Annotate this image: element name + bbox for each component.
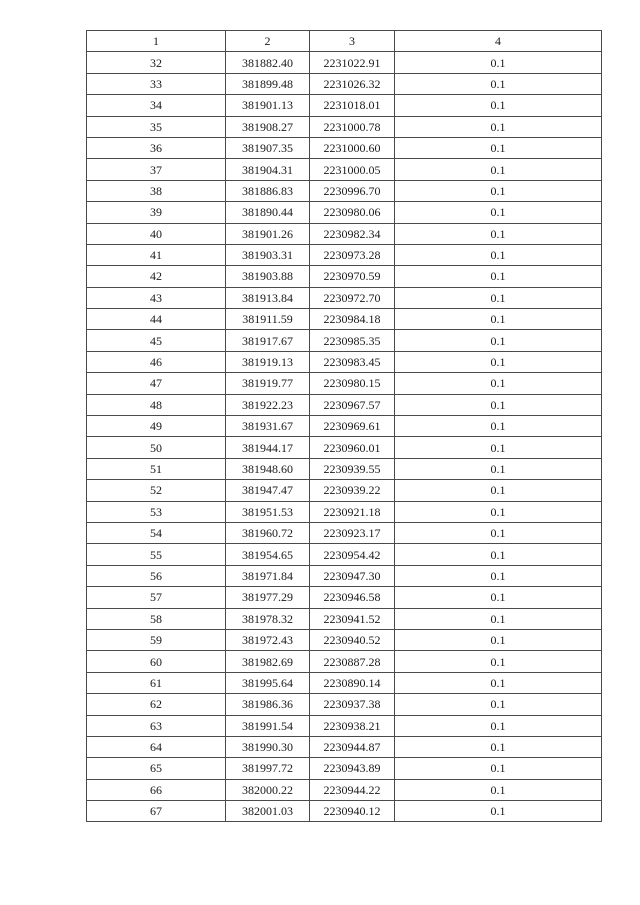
table-row — [87, 159, 602, 180]
point-number-cell: 60 — [87, 651, 226, 672]
y-coordinate-cell: 2230939.22 — [310, 480, 395, 501]
point-number-cell: 42 — [87, 266, 226, 287]
point-number-cell: 43 — [87, 287, 226, 308]
x-coordinate-cell: 381917.67 — [226, 330, 310, 351]
x-coordinate-cell: 381947.47 — [226, 480, 310, 501]
value-cell: 0.1 — [395, 458, 602, 479]
x-coordinate-cell: 381954.65 — [226, 544, 310, 565]
value-cell: 0.1 — [395, 416, 602, 437]
x-coordinate-cell: 381908.27 — [226, 116, 310, 137]
y-coordinate-cell: 2230973.28 — [310, 244, 395, 265]
point-number-cell: 55 — [87, 544, 226, 565]
y-coordinate-cell: 2230982.34 — [310, 223, 395, 244]
point-number-cell: 50 — [87, 437, 226, 458]
value-cell: 0.1 — [395, 672, 602, 693]
x-coordinate-cell: 381951.53 — [226, 501, 310, 522]
value-cell: 0.1 — [395, 501, 602, 522]
column-header-1: 1 — [87, 31, 226, 52]
point-number-cell: 65 — [87, 758, 226, 779]
x-coordinate-cell: 381990.30 — [226, 736, 310, 757]
table-row — [87, 544, 602, 565]
x-coordinate-cell: 381995.64 — [226, 672, 310, 693]
table-row — [87, 202, 602, 223]
y-coordinate-cell: 2231026.32 — [310, 73, 395, 94]
x-coordinate-cell: 381997.72 — [226, 758, 310, 779]
table-row — [87, 694, 602, 715]
value-cell: 0.1 — [395, 244, 602, 265]
table-row — [87, 394, 602, 415]
x-coordinate-cell: 381882.40 — [226, 52, 310, 73]
x-coordinate-cell: 382001.03 — [226, 801, 310, 822]
x-coordinate-cell: 381931.67 — [226, 416, 310, 437]
point-number-cell: 35 — [87, 116, 226, 137]
point-number-cell: 45 — [87, 330, 226, 351]
table-row — [87, 244, 602, 265]
value-cell: 0.1 — [395, 73, 602, 94]
value-cell: 0.1 — [395, 629, 602, 650]
table-row — [87, 801, 602, 822]
value-cell: 0.1 — [395, 351, 602, 372]
x-coordinate-cell: 382000.22 — [226, 779, 310, 800]
y-coordinate-cell: 2231018.01 — [310, 95, 395, 116]
point-number-cell: 66 — [87, 779, 226, 800]
y-coordinate-cell: 2230947.30 — [310, 565, 395, 586]
point-number-cell: 63 — [87, 715, 226, 736]
y-coordinate-cell: 2230939.55 — [310, 458, 395, 479]
point-number-cell: 61 — [87, 672, 226, 693]
value-cell: 0.1 — [395, 116, 602, 137]
point-number-cell: 49 — [87, 416, 226, 437]
point-number-cell: 32 — [87, 52, 226, 73]
point-number-cell: 34 — [87, 95, 226, 116]
y-coordinate-cell: 2230972.70 — [310, 287, 395, 308]
value-cell: 0.1 — [395, 736, 602, 757]
table-row — [87, 373, 602, 394]
x-coordinate-cell: 381944.17 — [226, 437, 310, 458]
x-coordinate-cell: 381904.31 — [226, 159, 310, 180]
value-cell: 0.1 — [395, 522, 602, 543]
value-cell: 0.1 — [395, 266, 602, 287]
point-number-cell: 36 — [87, 137, 226, 158]
point-number-cell: 62 — [87, 694, 226, 715]
table-row — [87, 501, 602, 522]
table-row — [87, 651, 602, 672]
value-cell: 0.1 — [395, 651, 602, 672]
table-row — [87, 587, 602, 608]
y-coordinate-cell: 2231000.05 — [310, 159, 395, 180]
point-number-cell: 39 — [87, 202, 226, 223]
value-cell: 0.1 — [395, 223, 602, 244]
table-row — [87, 73, 602, 94]
value-cell: 0.1 — [395, 394, 602, 415]
column-header-2: 2 — [226, 31, 310, 52]
column-header-4: 4 — [395, 31, 602, 52]
point-number-cell: 67 — [87, 801, 226, 822]
table-row — [87, 180, 602, 201]
point-number-cell: 48 — [87, 394, 226, 415]
point-number-cell: 54 — [87, 522, 226, 543]
point-number-cell: 38 — [87, 180, 226, 201]
x-coordinate-cell: 381986.36 — [226, 694, 310, 715]
y-coordinate-cell: 2230980.15 — [310, 373, 395, 394]
y-coordinate-cell: 2230967.57 — [310, 394, 395, 415]
column-header-3: 3 — [310, 31, 395, 52]
point-number-cell: 33 — [87, 73, 226, 94]
y-coordinate-cell: 2231000.60 — [310, 137, 395, 158]
value-cell: 0.1 — [395, 779, 602, 800]
x-coordinate-cell: 381903.31 — [226, 244, 310, 265]
x-coordinate-cell: 381911.59 — [226, 309, 310, 330]
value-cell: 0.1 — [395, 801, 602, 822]
table-row — [87, 672, 602, 693]
table-row — [87, 330, 602, 351]
x-coordinate-cell: 381903.88 — [226, 266, 310, 287]
y-coordinate-cell: 2230943.89 — [310, 758, 395, 779]
value-cell: 0.1 — [395, 437, 602, 458]
coordinates-table — [86, 30, 602, 822]
value-cell: 0.1 — [395, 608, 602, 629]
table-row — [87, 309, 602, 330]
y-coordinate-cell: 2230984.18 — [310, 309, 395, 330]
value-cell: 0.1 — [395, 95, 602, 116]
y-coordinate-cell: 2230923.17 — [310, 522, 395, 543]
y-coordinate-cell: 2230940.12 — [310, 801, 395, 822]
x-coordinate-cell: 381977.29 — [226, 587, 310, 608]
point-number-cell: 37 — [87, 159, 226, 180]
table-row — [87, 629, 602, 650]
x-coordinate-cell: 381919.13 — [226, 351, 310, 372]
point-number-cell: 52 — [87, 480, 226, 501]
point-number-cell: 56 — [87, 565, 226, 586]
point-number-cell: 64 — [87, 736, 226, 757]
x-coordinate-cell: 381899.48 — [226, 73, 310, 94]
point-number-cell: 41 — [87, 244, 226, 265]
value-cell: 0.1 — [395, 587, 602, 608]
y-coordinate-cell: 2230938.21 — [310, 715, 395, 736]
y-coordinate-cell: 2230960.01 — [310, 437, 395, 458]
x-coordinate-cell: 381919.77 — [226, 373, 310, 394]
table-header — [87, 31, 602, 52]
value-cell: 0.1 — [395, 309, 602, 330]
value-cell: 0.1 — [395, 137, 602, 158]
x-coordinate-cell: 381907.35 — [226, 137, 310, 158]
x-coordinate-cell: 381948.60 — [226, 458, 310, 479]
value-cell: 0.1 — [395, 565, 602, 586]
x-coordinate-cell: 381960.72 — [226, 522, 310, 543]
header-row — [87, 31, 602, 52]
y-coordinate-cell: 2230890.14 — [310, 672, 395, 693]
table-row — [87, 480, 602, 501]
y-coordinate-cell: 2230944.87 — [310, 736, 395, 757]
table-row — [87, 287, 602, 308]
table-row — [87, 95, 602, 116]
y-coordinate-cell: 2230970.59 — [310, 266, 395, 287]
x-coordinate-cell: 381901.13 — [226, 95, 310, 116]
point-number-cell: 59 — [87, 629, 226, 650]
x-coordinate-cell: 381978.32 — [226, 608, 310, 629]
table-row — [87, 416, 602, 437]
value-cell: 0.1 — [395, 715, 602, 736]
point-number-cell: 58 — [87, 608, 226, 629]
y-coordinate-cell: 2230887.28 — [310, 651, 395, 672]
x-coordinate-cell: 381890.44 — [226, 202, 310, 223]
value-cell: 0.1 — [395, 373, 602, 394]
table-row — [87, 715, 602, 736]
table-body — [87, 52, 602, 822]
table-row — [87, 223, 602, 244]
table-row — [87, 758, 602, 779]
table-row — [87, 565, 602, 586]
point-number-cell: 53 — [87, 501, 226, 522]
table-row — [87, 351, 602, 372]
table-row — [87, 779, 602, 800]
y-coordinate-cell: 2230940.52 — [310, 629, 395, 650]
table-row — [87, 137, 602, 158]
value-cell: 0.1 — [395, 52, 602, 73]
point-number-cell: 51 — [87, 458, 226, 479]
y-coordinate-cell: 2230944.22 — [310, 779, 395, 800]
point-number-cell: 46 — [87, 351, 226, 372]
y-coordinate-cell: 2230983.45 — [310, 351, 395, 372]
x-coordinate-cell: 381982.69 — [226, 651, 310, 672]
y-coordinate-cell: 2230921.18 — [310, 501, 395, 522]
point-number-cell: 44 — [87, 309, 226, 330]
y-coordinate-cell: 2230980.06 — [310, 202, 395, 223]
value-cell: 0.1 — [395, 480, 602, 501]
x-coordinate-cell: 381971.84 — [226, 565, 310, 586]
value-cell: 0.1 — [395, 180, 602, 201]
x-coordinate-cell: 381972.43 — [226, 629, 310, 650]
value-cell: 0.1 — [395, 694, 602, 715]
table-row — [87, 522, 602, 543]
value-cell: 0.1 — [395, 758, 602, 779]
y-coordinate-cell: 2230941.52 — [310, 608, 395, 629]
y-coordinate-cell: 2230946.58 — [310, 587, 395, 608]
y-coordinate-cell: 2230937.38 — [310, 694, 395, 715]
y-coordinate-cell: 2230954.42 — [310, 544, 395, 565]
value-cell: 0.1 — [395, 287, 602, 308]
value-cell: 0.1 — [395, 330, 602, 351]
table-row — [87, 52, 602, 73]
x-coordinate-cell: 381913.84 — [226, 287, 310, 308]
table-row — [87, 736, 602, 757]
point-number-cell: 40 — [87, 223, 226, 244]
y-coordinate-cell: 2231022.91 — [310, 52, 395, 73]
x-coordinate-cell: 381901.26 — [226, 223, 310, 244]
value-cell: 0.1 — [395, 202, 602, 223]
table-row — [87, 437, 602, 458]
point-number-cell: 47 — [87, 373, 226, 394]
table-row — [87, 458, 602, 479]
y-coordinate-cell: 2230985.35 — [310, 330, 395, 351]
value-cell: 0.1 — [395, 544, 602, 565]
table-row — [87, 608, 602, 629]
y-coordinate-cell: 2230996.70 — [310, 180, 395, 201]
y-coordinate-cell: 2231000.78 — [310, 116, 395, 137]
x-coordinate-cell: 381922.23 — [226, 394, 310, 415]
point-number-cell: 57 — [87, 587, 226, 608]
table-row — [87, 266, 602, 287]
x-coordinate-cell: 381991.54 — [226, 715, 310, 736]
table-row — [87, 116, 602, 137]
x-coordinate-cell: 381886.83 — [226, 180, 310, 201]
y-coordinate-cell: 2230969.61 — [310, 416, 395, 437]
value-cell: 0.1 — [395, 159, 602, 180]
